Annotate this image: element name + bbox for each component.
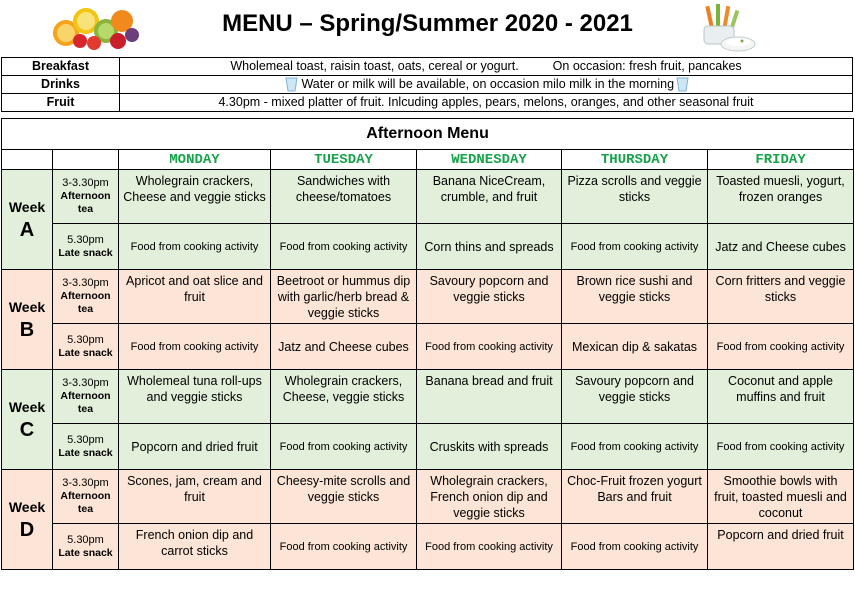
- afternoon-tea-time: [53, 270, 119, 324]
- late-snack-time: [53, 324, 119, 370]
- menu-cell: Corn fritters and veggie sticks: [708, 270, 854, 324]
- menu-cell: Wholegrain crackers, Cheese, veggie sticks: [271, 370, 417, 424]
- glass-icon: [676, 77, 689, 92]
- week-letter: A: [19, 218, 35, 241]
- menu-cell: Wholegrain crackers, French onion dip and veggie sticks: [417, 470, 562, 524]
- week-b-tea-row: [2, 270, 854, 324]
- menu-cell: Corn thins and spreads: [417, 224, 562, 270]
- slot-name: Late snack: [58, 346, 113, 359]
- breakfast-row: [2, 58, 853, 76]
- page-header: [0, 0, 855, 57]
- menu-cell: Jatz and Cheese cubes: [271, 324, 417, 370]
- day-tuesday: TUESDAY: [271, 150, 417, 170]
- fruit-row: [2, 94, 853, 112]
- week-word: Week: [8, 198, 46, 215]
- time-value: 5.30pm: [67, 533, 104, 546]
- week-d-tea-row: [2, 470, 854, 524]
- week-a-label: [2, 170, 53, 270]
- breakfast-label: Breakfast: [2, 58, 120, 76]
- late-snack-time: [53, 224, 119, 270]
- menu-cell: Food from cooking activity: [562, 224, 708, 270]
- afternoon-menu-table: [1, 118, 854, 570]
- menu-cell: Scones, jam, cream and fruit: [119, 470, 271, 524]
- veggie-dip-image: [694, 2, 758, 54]
- time-value: 3-3.30pm: [62, 477, 109, 489]
- menu-cell: Brown rice sushi and veggie sticks: [562, 270, 708, 324]
- time-value: 3-3.30pm: [62, 377, 109, 389]
- menu-cell: Banana bread and fruit: [417, 370, 562, 424]
- menu-cell: Food from cooking activity: [271, 424, 417, 470]
- afternoon-tea-time: [53, 170, 119, 224]
- menu-cell: Coconut and apple muffins and fruit: [708, 370, 854, 424]
- general-info-table: [1, 57, 853, 112]
- late-snack-time: [53, 524, 119, 570]
- breakfast-main: Wholemeal toast, raisin toast, oats, cereal or yogurt.: [230, 59, 519, 73]
- menu-cell: Food from cooking activity: [562, 524, 708, 570]
- week-c-snack-row: [2, 424, 854, 470]
- week-letter: B: [19, 318, 35, 341]
- time-value: 5.30pm: [67, 433, 104, 446]
- menu-cell: Food from cooking activity: [708, 424, 854, 470]
- blank-cell: [2, 150, 53, 170]
- day-friday: FRIDAY: [708, 150, 854, 170]
- week-b-snack-row: [2, 324, 854, 370]
- week-d-snack-row: [2, 524, 854, 570]
- menu-cell: Savoury popcorn and veggie sticks: [562, 370, 708, 424]
- week-letter: D: [19, 518, 35, 541]
- week-a-snack-row: [2, 224, 854, 270]
- menu-cell: Jatz and Cheese cubes: [708, 224, 854, 270]
- week-word: Week: [8, 398, 46, 415]
- slot-name: Afternoon tea: [60, 390, 111, 415]
- week-letter: C: [19, 418, 35, 441]
- week-d-label: [2, 470, 53, 570]
- menu-cell: Food from cooking activity: [271, 224, 417, 270]
- late-snack-time: [53, 424, 119, 470]
- week-c-tea-row: [2, 370, 854, 424]
- week-word: Week: [8, 498, 46, 515]
- time-value: 3-3.30pm: [62, 277, 109, 289]
- page-title: MENU – Spring/Summer 2020 - 2021: [222, 10, 633, 37]
- glass-icon: [285, 77, 298, 92]
- breakfast-value: [120, 58, 853, 76]
- blank-cell: [53, 150, 119, 170]
- menu-cell: Food from cooking activity: [562, 424, 708, 470]
- slot-name: Afternoon tea: [60, 290, 111, 315]
- menu-cell: Apricot and oat slice and fruit: [119, 270, 271, 324]
- menu-cell: Smoothie bowls with fruit, toasted muesli and coconut: [708, 470, 854, 524]
- menu-cell: Sandwiches with cheese/tomatoes: [271, 170, 417, 224]
- slot-name: Late snack: [58, 246, 113, 259]
- drinks-value-cell: [120, 76, 853, 94]
- time-value: 5.30pm: [67, 333, 104, 346]
- day-monday: MONDAY: [119, 150, 271, 170]
- menu-cell: Food from cooking activity: [708, 324, 854, 370]
- menu-cell: Wholegrain crackers, Cheese and veggie sticks: [119, 170, 271, 224]
- menu-cell: Food from cooking activity: [417, 524, 562, 570]
- week-b-label: [2, 270, 53, 370]
- week-c-label: [2, 370, 53, 470]
- menu-cell: Pizza scrolls and veggie sticks: [562, 170, 708, 224]
- breakfast-extra: On occasion: fresh fruit, pancakes: [552, 59, 742, 73]
- drinks-value: Water or milk will be available, on occasion milo milk in the morning: [301, 77, 675, 91]
- menu-cell: Popcorn and dried fruit: [119, 424, 271, 470]
- slot-name: Late snack: [58, 446, 113, 459]
- menu-cell: Food from cooking activity: [417, 324, 562, 370]
- day-wednesday: WEDNESDAY: [417, 150, 562, 170]
- menu-cell: Beetroot or hummus dip with garlic/herb bread & veggie sticks: [271, 270, 417, 324]
- menu-cell: Banana NiceCream, crumble, and fruit: [417, 170, 562, 224]
- afternoon-tea-time: [53, 470, 119, 524]
- afternoon-tea-time: [53, 370, 119, 424]
- menu-cell: Cheesy-mite scrolls and veggie sticks: [271, 470, 417, 524]
- menu-cell: Mexican dip & sakatas: [562, 324, 708, 370]
- day-header-row: [2, 150, 854, 170]
- menu-cell: Food from cooking activity: [271, 524, 417, 570]
- menu-cell: Popcorn and dried fruit: [708, 524, 854, 570]
- drinks-row: [2, 76, 853, 94]
- menu-title: Afternoon Menu: [2, 119, 854, 150]
- week-a-tea-row: [2, 170, 854, 224]
- fruit-value: 4.30pm - mixed platter of fruit. Inlcuding apples, pears, melons, oranges, and other seasonal fruit: [120, 94, 853, 112]
- menu-cell: Choc-Fruit frozen yogurt Bars and fruit: [562, 470, 708, 524]
- menu-cell: Cruskits with spreads: [417, 424, 562, 470]
- menu-cell: Food from cooking activity: [119, 224, 271, 270]
- menu-cell: Food from cooking activity: [119, 324, 271, 370]
- drinks-label: Drinks: [2, 76, 120, 94]
- fruit-label: Fruit: [2, 94, 120, 112]
- week-word: Week: [8, 298, 46, 315]
- slot-name: Afternoon tea: [60, 490, 111, 515]
- menu-cell: French onion dip and carrot sticks: [119, 524, 271, 570]
- time-value: 3-3.30pm: [62, 177, 109, 189]
- menu-cell: Toasted muesli, yogurt, frozen oranges: [708, 170, 854, 224]
- fruit-image: [50, 3, 140, 51]
- day-thursday: THURSDAY: [562, 150, 708, 170]
- slot-name: Afternoon tea: [60, 190, 111, 215]
- time-value: 5.30pm: [67, 233, 104, 246]
- menu-cell: Wholemeal tuna roll-ups and veggie sticks: [119, 370, 271, 424]
- slot-name: Late snack: [58, 546, 113, 559]
- menu-cell: Savoury popcorn and veggie sticks: [417, 270, 562, 324]
